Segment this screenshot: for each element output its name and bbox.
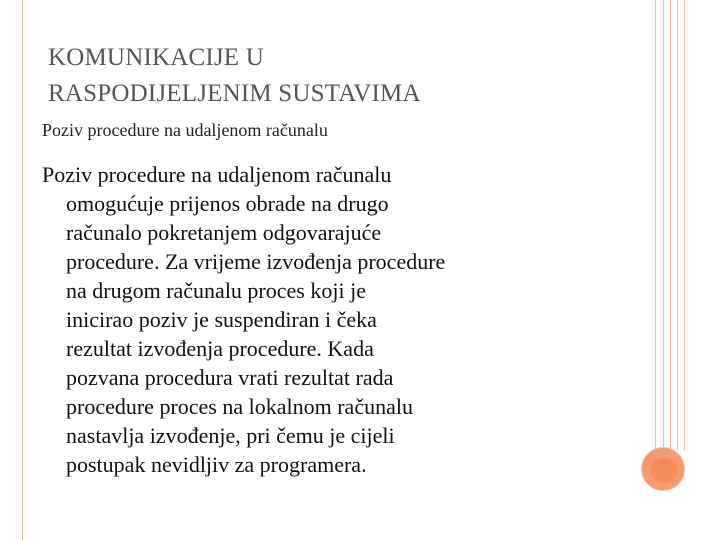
paragraph-line: inicirao poziv je suspendiran i čeka: [66, 307, 377, 332]
decorative-circle-inner: [651, 457, 677, 483]
paragraph-line: pozvana procedura vrati rezultat rada: [66, 365, 394, 390]
slide-title: [48, 40, 628, 112]
slide-subtitle: Poziv procedure na udaljenom računalu: [42, 120, 328, 140]
paragraph-line: postupak nevidljiv za programera.: [66, 452, 367, 477]
slide-title-line: RASPODIJELJENIM SUSTAVIMA: [48, 80, 421, 107]
paragraph-line: nastavlja izvođenje, pri čemu je cijeli: [66, 423, 395, 448]
right-decorative-line: [663, 0, 664, 450]
paragraph-line: rezultat izvođenja procedure. Kada: [66, 336, 374, 361]
slide-title-line: KOMUNIKACIJE U: [48, 44, 264, 71]
right-decorative-line: [684, 0, 685, 450]
paragraph-line: procedure. Za vrijeme izvođenja procedure: [66, 249, 446, 274]
left-decorative-line: [22, 0, 23, 540]
decorative-circle: [641, 447, 685, 491]
paragraph-line: na drugom računalu proces koji je: [66, 278, 366, 303]
slide-paragraph: [42, 160, 622, 479]
paragraph-line: računalo pokretanjem odgovarajuće: [66, 220, 382, 245]
right-decorative-line: [677, 0, 678, 450]
paragraph-line: Poziv procedure na udaljenom računalu: [42, 162, 392, 187]
right-decorative-line: [670, 0, 671, 450]
paragraph-line: omogućuje prijenos obrade na drugo: [66, 191, 389, 216]
paragraph-line: procedure proces na lokalnom računalu: [66, 394, 413, 419]
right-decorative-line: [655, 0, 656, 450]
